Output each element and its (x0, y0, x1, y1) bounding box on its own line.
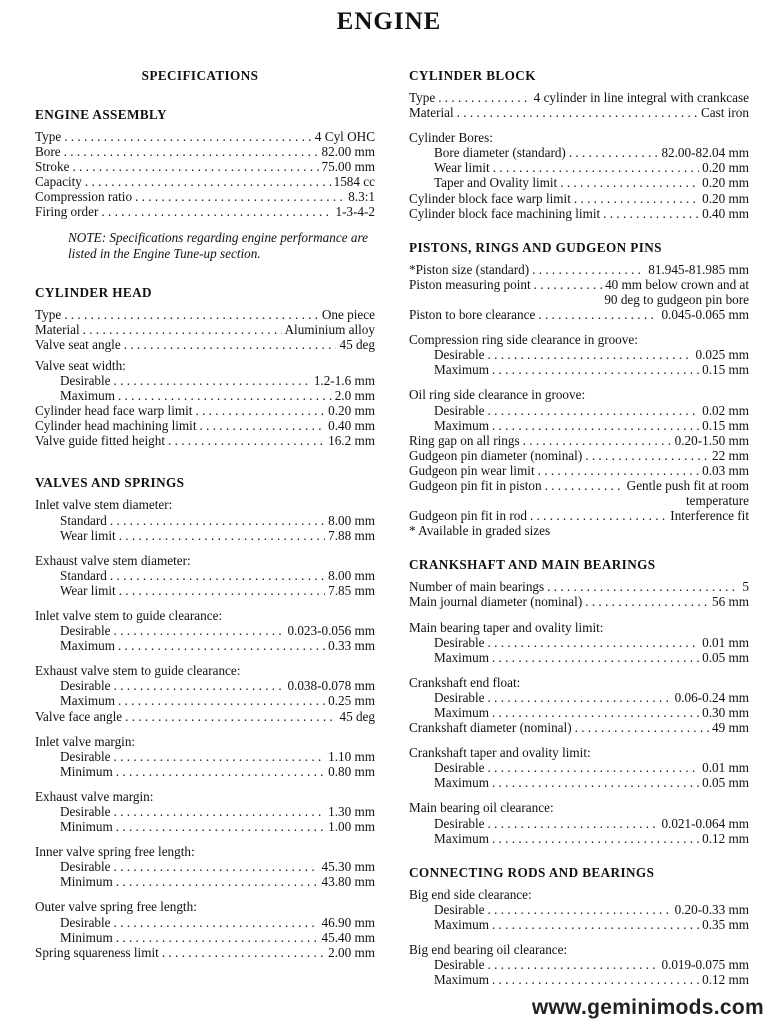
spec-row: Desirable . . . 0.019-0.075 mm (409, 957, 749, 972)
conrods-heading: CONNECTING RODS AND BEARINGS (409, 864, 655, 880)
page-title: ENGINE (336, 8, 442, 35)
spec-row: Desirable . . . 1.10 mm (35, 749, 375, 764)
spec-row: Wear limit . . . 7.85 mm (35, 583, 375, 598)
spec-row: Minimum . . . 0.80 mm (35, 764, 375, 779)
spec-row: Material . . . Cast iron (409, 105, 749, 120)
spec-row: Minimum . . . 43.80 mm (35, 874, 375, 889)
group-title: Outer valve spring free length: (35, 899, 197, 915)
spec-row: Ring gap on all rings . . . 0.20-1.50 mm (409, 433, 749, 448)
spec-row: Maximum . . . 0.15 mm (409, 418, 749, 433)
spec-row: Desirable . . . 0.20-0.33 mm (409, 902, 749, 917)
spec-row: Desirable . . . 0.023-0.056 mm (35, 623, 375, 638)
group-title: Main bearing oil clearance: (409, 800, 554, 816)
spec-row: Maximum . . . 0.12 mm (409, 972, 749, 987)
group-title: Cylinder Bores: (409, 130, 493, 146)
spec-row: Crankshaft diameter (nominal) . . . 49 mm (409, 720, 749, 735)
group-title: Inlet valve margin: (35, 733, 136, 749)
spec-row: Desirable . . . 46.90 mm (35, 915, 375, 930)
spec-row: Minimum . . . 1.00 mm (35, 819, 375, 834)
spec-row: Cylinder head face warp limit . . . 0.20 mm (35, 403, 375, 418)
spec-row: Number of main bearings . . . 5 (409, 579, 749, 594)
group-title: Crankshaft end float: (409, 674, 521, 690)
valves-springs-heading: VALVES AND SPRINGS (35, 475, 185, 491)
spec-continuation: 90 deg to gudgeon pin bore (604, 291, 749, 307)
spec-row: Desirable . . . 0.038-0.078 mm (35, 678, 375, 693)
spec-row: Wear limit . . . 7.88 mm (35, 528, 375, 543)
spec-row: Stroke . . . 75.00 mm (35, 159, 375, 174)
spec-row: Valve face angle . . . 45 deg (35, 709, 375, 724)
spec-row: Standard . . . 8.00 mm (35, 568, 375, 583)
spec-row: Gudgeon pin fit in rod . . . Interference fit (409, 508, 749, 523)
spec-row: Desirable . . . 0.01 mm (409, 760, 749, 775)
spec-row: Desirable . . . 1.30 mm (35, 804, 375, 819)
spec-row: Material . . . Aluminium alloy (35, 322, 375, 337)
spec-row: *Piston size (standard) . . . 81.945-81.985 mm (409, 262, 749, 277)
spec-row: Maximum . . . 0.05 mm (409, 775, 749, 790)
spec-row: Cylinder head machining limit . . . 0.40 mm (35, 418, 375, 433)
spec-row: Piston measuring point . . . 40 mm below crown and at (409, 277, 749, 292)
cylinder-head-heading: CYLINDER HEAD (35, 284, 152, 300)
spec-row: Maximum . . . 0.25 mm (35, 693, 375, 708)
spec-row: Bore diameter (standard) . . . 82.00-82.04 mm (409, 145, 749, 160)
spec-row: Maximum . . . 0.12 mm (409, 831, 749, 846)
group-title: Main bearing taper and ovality limit: (409, 619, 604, 635)
group-title: Valve seat width: (35, 357, 126, 373)
spec-row: Maximum . . . 0.30 mm (409, 705, 749, 720)
spec-row: Maximum . . . 0.15 mm (409, 362, 749, 377)
spec-row: Capacity . . . 1584 cc (35, 174, 375, 189)
spec-row: Desirable . . . 45.30 mm (35, 859, 375, 874)
spec-row: Maximum . . . 0.33 mm (35, 638, 375, 653)
website-watermark: www.geminimods.com (531, 996, 764, 1019)
spec-row: Desirable . . . 0.025 mm (409, 347, 749, 362)
group-title: Compression ring side clearance in groove: (409, 332, 638, 348)
spec-continuation: temperature (686, 493, 749, 509)
group-title: Oil ring side clearance in groove: (409, 387, 586, 403)
spec-row: Type . . . 4 Cyl OHC (35, 129, 375, 144)
spec-row: Maximum . . . 0.05 mm (409, 650, 749, 665)
spec-row: Standard . . . 8.00 mm (35, 513, 375, 528)
group-title: Big end side clearance: (409, 886, 532, 902)
spec-row: Gudgeon pin fit in piston . . . Gentle push fit at room (409, 478, 749, 493)
spec-row: Piston to bore clearance . . . 0.045-0.065 mm (409, 307, 749, 322)
engine-assembly-rows (35, 129, 375, 220)
spec-row: Desirable . . . 1.2-1.6 mm (35, 373, 375, 388)
spec-row: Cylinder block face machining limit . . . 0.40 mm (409, 206, 749, 221)
spec-row: Desirable . . . 0.021-0.064 mm (409, 816, 749, 831)
spec-row: Wear limit . . . 0.20 mm (409, 160, 749, 175)
group-title: Exhaust valve stem to guide clearance: (35, 663, 241, 679)
spec-row: Type . . . 4 cylinder in line integral with crankcase (409, 90, 749, 105)
spec-row: Compression ratio . . . 8.3:1 (35, 189, 375, 204)
spec-row: Maximum . . . 0.35 mm (409, 917, 749, 932)
spec-row: Gudgeon pin wear limit . . . 0.03 mm (409, 463, 749, 478)
pistons-heading: PISTONS, RINGS AND GUDGEON PINS (409, 239, 662, 255)
group-title: Exhaust valve stem diameter: (35, 552, 191, 568)
spec-row: Minimum . . . 45.40 mm (35, 930, 375, 945)
spec-row: Desirable . . . 0.02 mm (409, 403, 749, 418)
crankshaft-heading: CRANKSHAFT AND MAIN BEARINGS (409, 557, 656, 573)
spec-row: Taper and Ovality limit . . . 0.20 mm (409, 175, 749, 190)
spec-row: Desirable . . . 0.01 mm (409, 635, 749, 650)
spec-row: Valve guide fitted height . . . 16.2 mm (35, 433, 375, 448)
specifications-note: NOTE: Specifications regarding engine performance are listed in the Engine Tune-up section. (68, 229, 368, 261)
footnote: * Available in graded sizes (409, 523, 551, 539)
spec-row: Firing order . . . 1-3-4-2 (35, 204, 375, 219)
right-column (409, 66, 749, 987)
group-title: Inner valve spring free length: (35, 844, 195, 860)
group-title: Inlet valve stem diameter: (35, 497, 173, 513)
cylinder-block-heading: CYLINDER BLOCK (409, 68, 536, 83)
spec-row: Type . . . One piece (35, 307, 375, 322)
specifications-heading: SPECIFICATIONS (141, 68, 259, 83)
left-column (35, 66, 375, 960)
spec-row: Desirable . . . 0.06-0.24 mm (409, 690, 749, 705)
group-title: Inlet valve stem to guide clearance: (35, 607, 223, 623)
spec-row: Maximum . . . 2.0 mm (35, 388, 375, 403)
engine-assembly-heading: ENGINE ASSEMBLY (35, 107, 167, 122)
spec-row: Valve seat angle . . . 45 deg (35, 337, 375, 352)
group-title: Exhaust valve margin: (35, 788, 154, 804)
group-title: Crankshaft taper and ovality limit: (409, 745, 591, 761)
group-title: Big end bearing oil clearance: (409, 942, 568, 958)
spec-row: Bore . . . 82.00 mm (35, 144, 375, 159)
spec-row: Cylinder block face warp limit . . . 0.20 mm (409, 191, 749, 206)
spec-row: Spring squareness limit . . . 2.00 mm (35, 945, 375, 960)
spec-row: Main journal diameter (nominal) . . . 56 mm (409, 594, 749, 609)
spec-row: Gudgeon pin diameter (nominal) . . . 22 mm (409, 448, 749, 463)
